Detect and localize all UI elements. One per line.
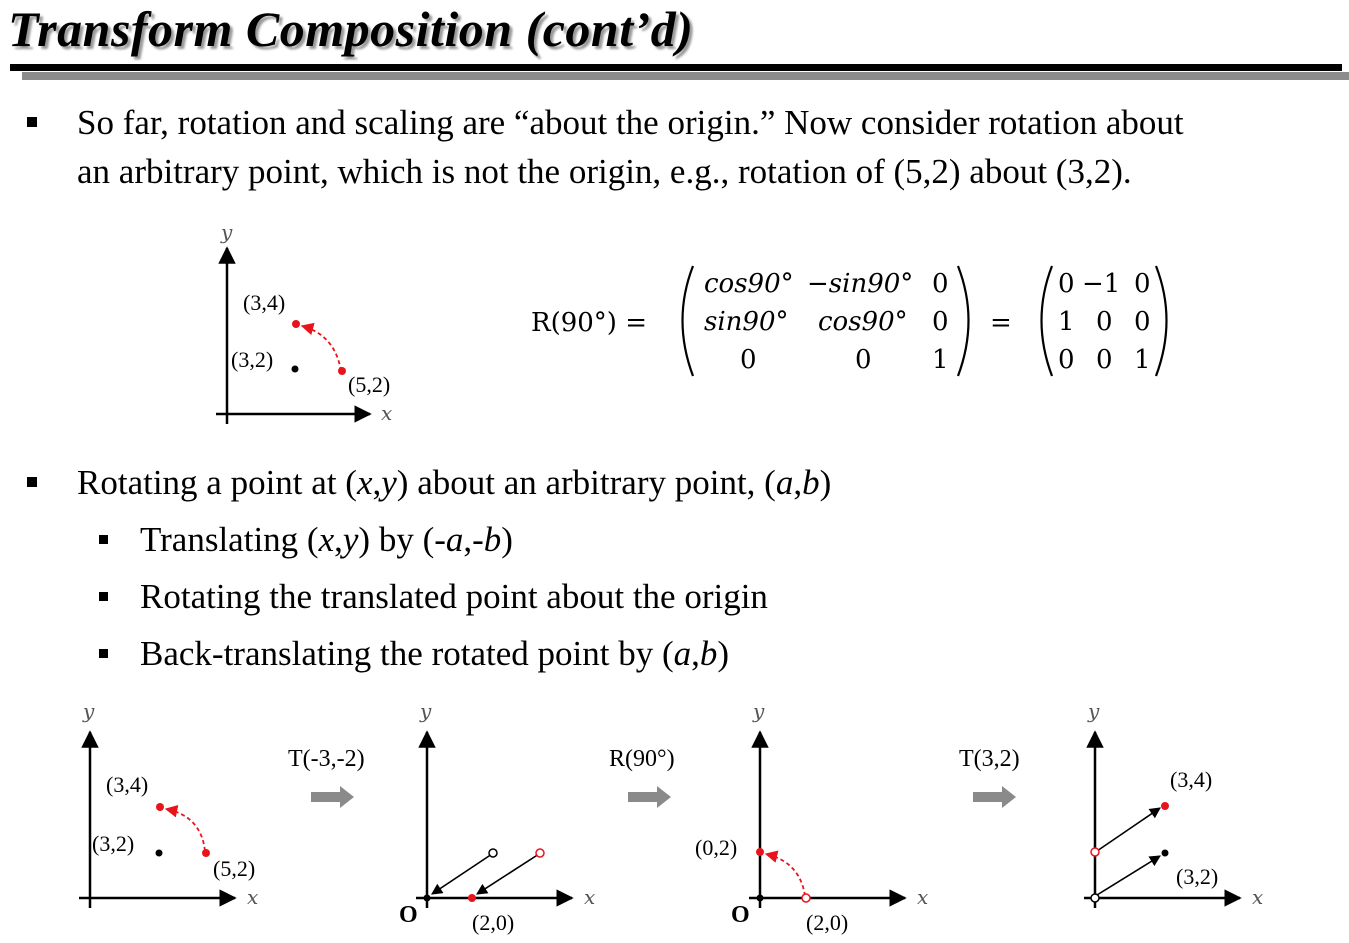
var-b: b	[802, 463, 820, 502]
matrix-lhs: R(90°) =	[531, 308, 647, 338]
arrow-right-icon	[311, 786, 354, 808]
x-axis-label: x	[381, 401, 393, 425]
matrix-cell: sin90°	[704, 307, 789, 337]
right-paren	[958, 266, 969, 376]
point-hollow	[1091, 894, 1099, 902]
x-axis-label: x	[584, 885, 596, 909]
label-5-2: (5,2)	[348, 372, 391, 397]
sub-bullet-3-text: ,	[691, 634, 700, 673]
rotation-arc	[302, 326, 341, 371]
sub-bullet-1-text: )	[501, 520, 513, 559]
label-3-4: (3,4)	[243, 290, 286, 315]
step-1	[288, 746, 365, 808]
point-origin	[757, 895, 764, 902]
y-axis-label: y	[1088, 699, 1100, 723]
matrix-cell: 0	[1058, 269, 1075, 299]
matrix-cell: 0	[740, 345, 757, 375]
sub-bullet-2: Rotating the translated point about the origin	[140, 577, 768, 616]
point-red	[156, 803, 164, 811]
rotation-arc	[166, 809, 205, 851]
point-red	[292, 320, 300, 328]
point-red	[338, 367, 346, 375]
y-axis-label: y	[753, 699, 765, 723]
step-3	[959, 746, 1020, 808]
x-axis-label: x	[1252, 885, 1264, 909]
panel-4-back-translated	[1084, 699, 1263, 909]
rotation-matrix-equation	[531, 266, 1167, 376]
sub-bullet-1-text: ,	[334, 520, 343, 559]
point-red	[756, 848, 764, 856]
matrix-cell: 0	[932, 269, 949, 299]
bullet-2-text: ,	[372, 463, 382, 502]
right-paren	[1156, 266, 1167, 376]
var-y: y	[381, 463, 397, 502]
bullet-1-line-1: So far, rotation and scaling are “about the origin.” Now consider rotation about	[77, 103, 1184, 142]
left-paren	[1042, 266, 1053, 376]
step-label: R(90°)	[609, 746, 675, 772]
point-hollow	[489, 849, 497, 857]
var-x: x	[318, 520, 335, 559]
var-x: x	[356, 463, 373, 502]
matrix-cell: 0	[1096, 345, 1113, 375]
sub-bullet-1-text: Translating (	[140, 520, 319, 559]
sub-bullet-3-text: Back-translating the rotated point by (	[140, 634, 674, 673]
translation-arrow	[477, 854, 539, 894]
matrix-cell: 0	[1096, 307, 1113, 337]
label-0-2: (0,2)	[695, 835, 738, 860]
matrix-cell: 1	[1058, 307, 1075, 337]
var-a: a	[775, 463, 794, 502]
matrix-cell: 0	[855, 345, 872, 375]
matrix-cell: 0	[1134, 269, 1151, 299]
x-axis-label: x	[247, 885, 259, 909]
point-hollow-red	[1091, 848, 1099, 856]
point-hollow-red	[802, 894, 810, 902]
y-axis-label: y	[221, 220, 233, 244]
rotation-arc	[766, 854, 805, 896]
bullet-2: Rotating a point at (x,y) about an arbitrary point, (a,b)	[77, 463, 832, 502]
var-a: a	[673, 634, 692, 673]
matrix-cell: 1	[932, 345, 949, 375]
sub-bullet-1-text: ) by (	[358, 520, 435, 559]
point-hollow-red	[536, 849, 544, 857]
step-label: T(-3,-2)	[288, 746, 365, 772]
point-origin	[424, 895, 431, 902]
label-3-2: (3,2)	[231, 347, 274, 372]
label-2-0: (2,0)	[472, 910, 515, 935]
translation-arrow	[1097, 808, 1160, 851]
origin-label: O	[731, 902, 750, 928]
var-neg-b: -b	[472, 520, 502, 559]
sub-bullet-1-text: ,	[463, 520, 473, 559]
matrix-cell: 0	[932, 307, 949, 337]
label-5-2: (5,2)	[213, 856, 256, 881]
label-2-0: (2,0)	[806, 910, 849, 935]
y-axis-label: y	[83, 699, 95, 723]
top-rotation-diagram	[216, 220, 392, 425]
equals-sign: =	[990, 308, 1012, 338]
matrix-cell: 1	[1134, 345, 1151, 375]
matrix-cell: 0	[1058, 345, 1075, 375]
var-neg-a: -a	[434, 520, 464, 559]
translation-arrow	[1097, 856, 1160, 895]
matrix-cell: −1	[1082, 269, 1121, 299]
label-3-2: (3,2)	[92, 831, 135, 856]
x-axis-label: x	[917, 885, 929, 909]
bullet-2-text: )	[819, 463, 832, 502]
panel-2-translated	[399, 699, 595, 935]
y-axis-label: y	[420, 699, 432, 723]
bullet-2-text: ) about an arbitrary point, (	[396, 463, 776, 502]
label-3-2: (3,2)	[1176, 864, 1219, 889]
point-pivot	[292, 366, 299, 373]
panel-1-original	[79, 699, 258, 909]
step-label: T(3,2)	[959, 746, 1020, 772]
var-b: b	[699, 634, 718, 673]
sub-bullet-3-text: )	[717, 634, 730, 673]
label-3-4: (3,4)	[106, 772, 149, 797]
page-title: Transform Composition (cont’d)	[8, 1, 694, 57]
point-red	[468, 894, 476, 902]
point-pivot	[156, 850, 163, 857]
step-2	[609, 746, 675, 808]
matrix-cell: −sin90°	[807, 269, 914, 299]
var-y: y	[342, 520, 359, 559]
point-red	[202, 849, 210, 857]
translation-arrow	[432, 854, 492, 894]
label-3-4: (3,4)	[1170, 767, 1213, 792]
bullet-2-text: Rotating a point at (	[77, 463, 357, 502]
matrix-cell: cos90°	[818, 307, 908, 337]
matrix-cell: cos90°	[704, 269, 794, 299]
arrow-right-icon	[973, 786, 1016, 808]
bullet-1-line-2: an arbitrary point, which is not the origin, e.g., rotation of (5,2) about (3,2).	[77, 152, 1132, 191]
matrix-cell: 0	[1134, 307, 1151, 337]
panel-3-rotated	[695, 699, 928, 935]
origin-label: O	[399, 902, 418, 928]
left-paren	[683, 266, 694, 376]
arrow-right-icon	[628, 786, 671, 808]
point-red	[1161, 802, 1169, 810]
point-pivot	[1162, 850, 1169, 857]
